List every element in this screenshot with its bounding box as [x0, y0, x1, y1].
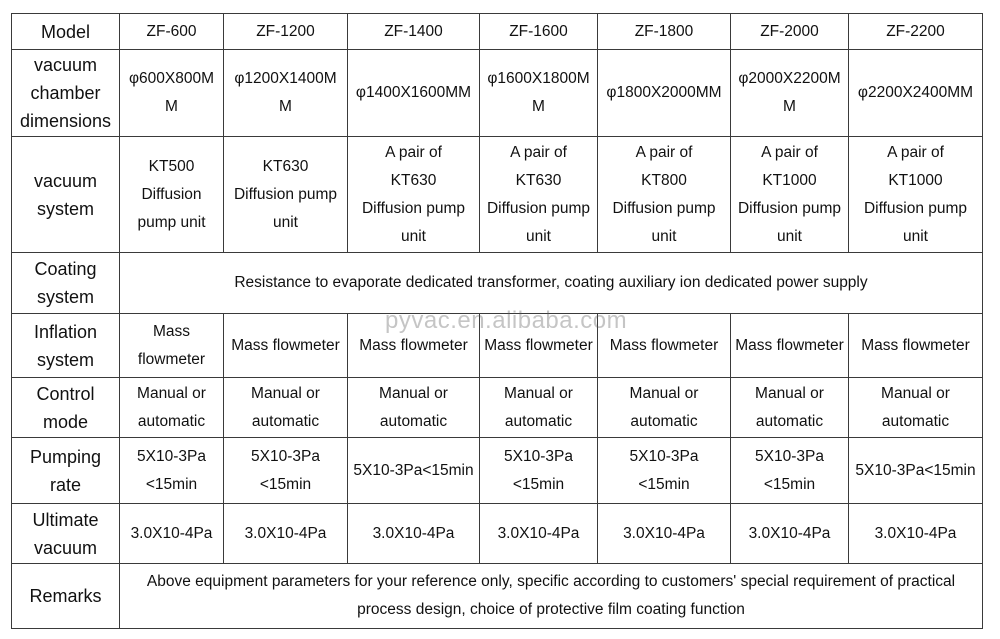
row-ultimate-vacuum — [12, 504, 983, 564]
table-cell: 5X10-3Pa<15min — [849, 438, 983, 504]
table-cell: φ2200X2400MM — [849, 50, 983, 137]
table-cell: A pair of KT630 Diffusion pump unit — [480, 137, 598, 253]
row-inflation-system — [12, 314, 983, 378]
row-coating-system — [12, 253, 983, 314]
header-zf-2200: ZF-2200 — [849, 14, 983, 50]
table-cell: 3.0X10-4Pa — [849, 504, 983, 564]
table-cell: Mass flowmeter — [731, 314, 849, 378]
row-chamber-dimensions — [12, 50, 983, 137]
table-cell: Manual or automatic — [731, 378, 849, 438]
table-cell: A pair of KT800 Diffusion pump unit — [598, 137, 731, 253]
table-cell: Manual or automatic — [598, 378, 731, 438]
row-label: Remarks — [12, 564, 120, 629]
table-cell: φ1800X2000MM — [598, 50, 731, 137]
table-cell: 3.0X10-4Pa — [598, 504, 731, 564]
header-zf-2000: ZF-2000 — [731, 14, 849, 50]
remarks-value: Above equipment parameters for your reference only, specific according to customers' special requirement of practical process design, choice of protective film coating function — [120, 564, 983, 629]
table-cell: Manual or automatic — [480, 378, 598, 438]
row-label: Inflation system — [12, 314, 120, 378]
table-cell: Manual or automatic — [224, 378, 348, 438]
table-cell: Manual or automatic — [849, 378, 983, 438]
row-label: vacuum chamber dimensions — [12, 50, 120, 137]
table-cell: 3.0X10-4Pa — [348, 504, 480, 564]
header-row — [12, 14, 983, 50]
row-remarks — [12, 564, 983, 629]
table-cell: φ1400X1600MM — [348, 50, 480, 137]
table-cell: 5X10-3Pa <15min — [480, 438, 598, 504]
table-cell: 3.0X10-4Pa — [120, 504, 224, 564]
table-cell: 5X10-3Pa <15min — [598, 438, 731, 504]
table-cell: φ1600X1800M M — [480, 50, 598, 137]
table-cell: A pair of KT1000 Diffusion pump unit — [731, 137, 849, 253]
table-cell: 5X10-3Pa <15min — [224, 438, 348, 504]
watermark: pyvac.en.alibaba.com — [385, 307, 628, 334]
table-cell: A pair of KT630 Diffusion pump unit — [348, 137, 480, 253]
header-zf-1400: ZF-1400 — [348, 14, 480, 50]
table-cell: 5X10-3Pa<15min — [348, 438, 480, 504]
table-cell: KT500 Diffusion pump unit — [120, 137, 224, 253]
table-cell: Mass flowmeter — [224, 314, 348, 378]
row-pumping-rate — [12, 438, 983, 504]
table-cell: Mass flowmeter — [849, 314, 983, 378]
table-cell: 3.0X10-4Pa — [731, 504, 849, 564]
table-cell: KT630 Diffusion pump unit — [224, 137, 348, 253]
table-cell: Mass flowmeter — [348, 314, 480, 378]
row-control-mode — [12, 378, 983, 438]
coating-system-value: Resistance to evaporate dedicated transformer, coating auxiliary ion dedicated power supply — [120, 253, 983, 314]
row-vacuum-system — [12, 137, 983, 253]
row-label: Coating system — [12, 253, 120, 314]
spec-table — [11, 13, 983, 629]
table-cell: Mass flowmeter — [480, 314, 598, 378]
table-cell: φ600X800M M — [120, 50, 224, 137]
row-label: Pumping rate — [12, 438, 120, 504]
table-cell: φ2000X2200M M — [731, 50, 849, 137]
table-cell: A pair of KT1000 Diffusion pump unit — [849, 137, 983, 253]
table-cell: Manual or automatic — [120, 378, 224, 438]
table-cell: Manual or automatic — [348, 378, 480, 438]
table-cell: 5X10-3Pa <15min — [731, 438, 849, 504]
header-zf-600: ZF-600 — [120, 14, 224, 50]
table-cell: Mass flowmeter — [598, 314, 731, 378]
table-cell: φ1200X1400M M — [224, 50, 348, 137]
table-cell: 3.0X10-4Pa — [224, 504, 348, 564]
header-zf-1600: ZF-1600 — [480, 14, 598, 50]
table-cell: 3.0X10-4Pa — [480, 504, 598, 564]
row-label: vacuum system — [12, 137, 120, 253]
table-cell: 5X10-3Pa <15min — [120, 438, 224, 504]
header-zf-1800: ZF-1800 — [598, 14, 731, 50]
row-label: Control mode — [12, 378, 120, 438]
row-label: Ultimate vacuum — [12, 504, 120, 564]
table-cell: Mass flowmeter — [120, 314, 224, 378]
header-zf-1200: ZF-1200 — [224, 14, 348, 50]
header-model: Model — [12, 14, 120, 50]
